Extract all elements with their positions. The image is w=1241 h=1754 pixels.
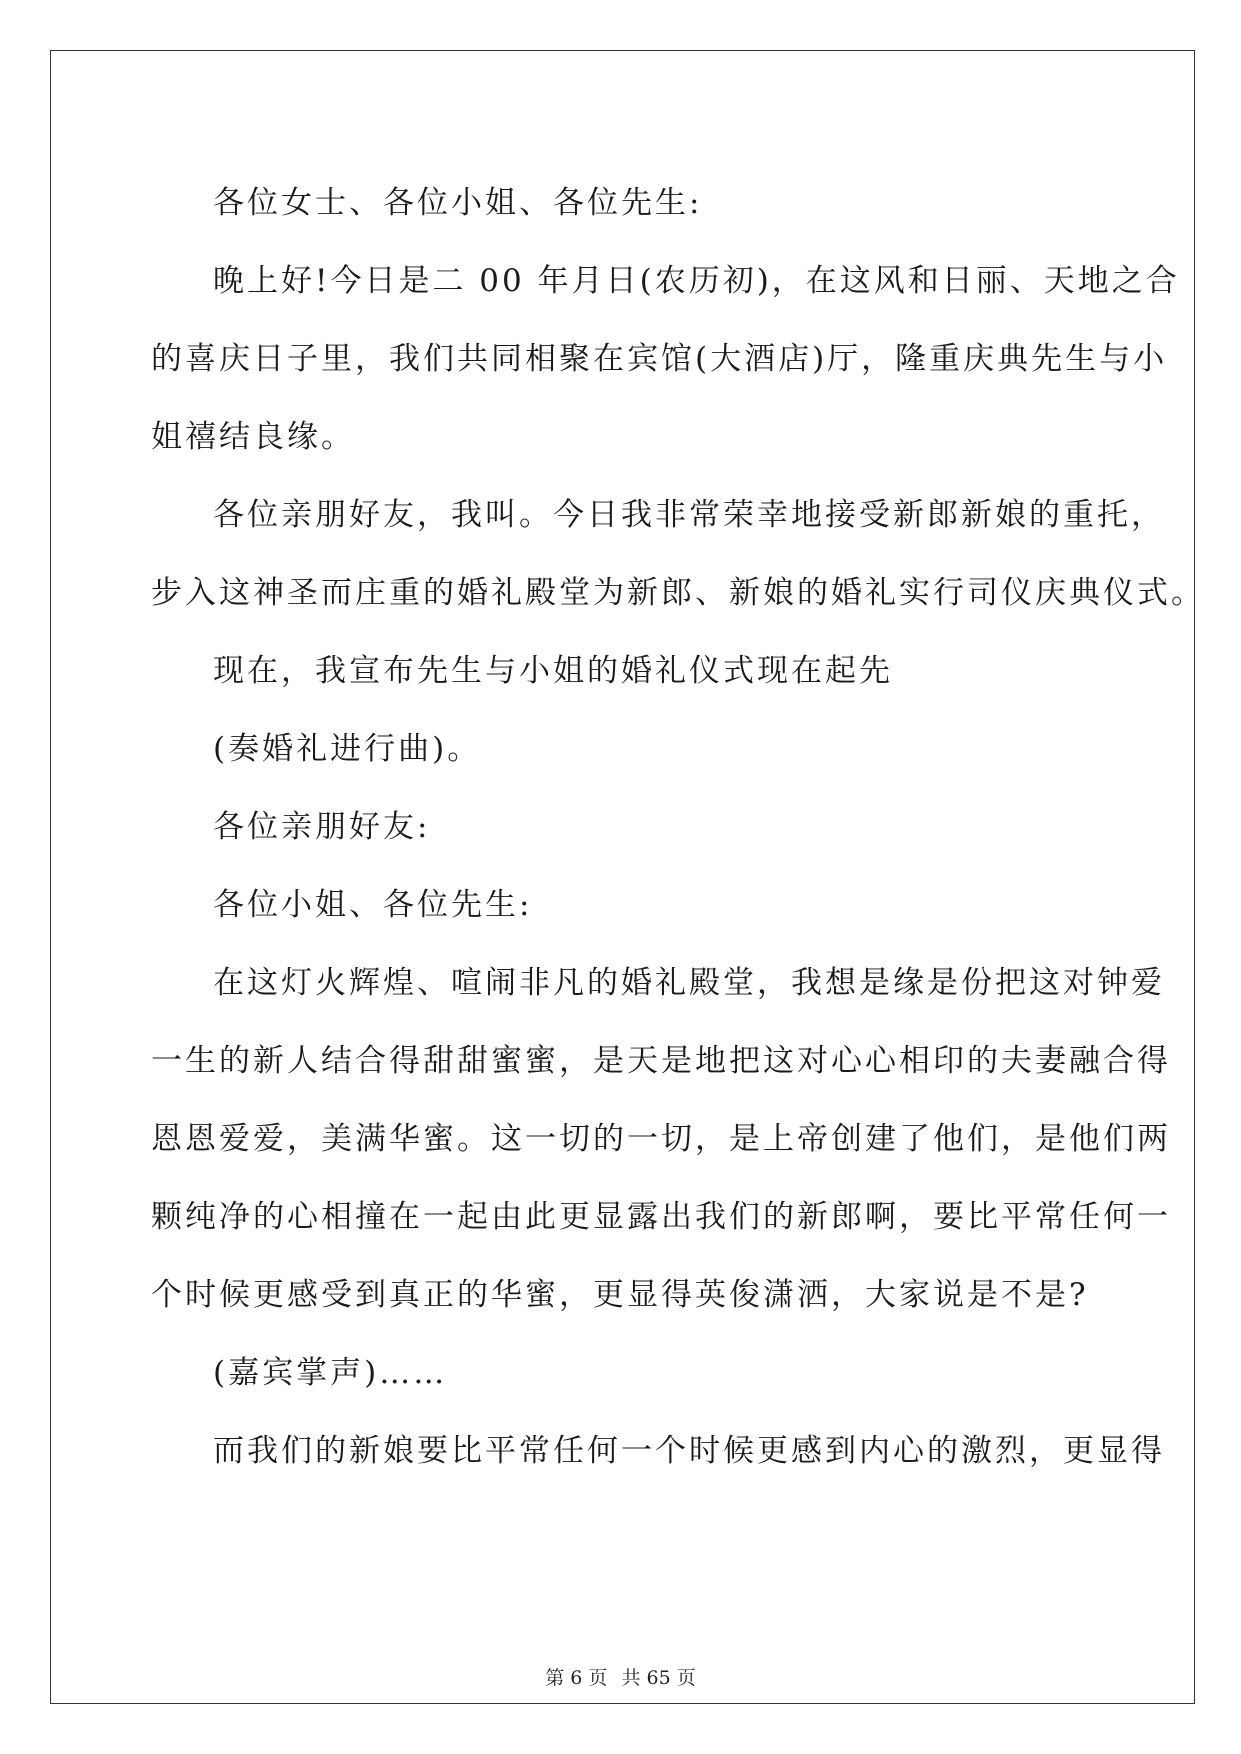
text-line: 个时候更感受到真正的华蜜，更显得英俊潇洒，大家说是不是? — [151, 1277, 1089, 1313]
text-line: 颗纯净的心相撞在一起由此更显露出我们的新郎啊，要比平常任何一 — [151, 1199, 1171, 1235]
text-line: 而我们的新娘要比平常任何一个时候更感到内心的激烈，更显得 — [213, 1433, 1165, 1469]
text-line: (嘉宾掌声)…… — [213, 1355, 448, 1391]
text-line: 步入这神圣而庄重的婚礼殿堂为新郎、新娘的婚礼实行司仪庆典仪式。 — [151, 575, 1205, 611]
page-total: 共 65 页 — [621, 1667, 696, 1689]
text-line: 各位亲朋好友，我叫。今日我非常荣幸地接受新郎新娘的重托， — [213, 497, 1165, 533]
text-line: (奏婚礼进行曲)。 — [213, 731, 482, 767]
document-body — [151, 164, 1205, 1490]
text-line: 在这灯火辉煌、喧闹非凡的婚礼殿堂，我想是缘是份把这对钟爱 — [213, 965, 1165, 1001]
text-line: 的喜庆日子里，我们共同相聚在宾馆(大酒店)厅，隆重庆典先生与小 — [151, 341, 1168, 377]
text-line: 各位亲朋好友: — [213, 809, 431, 845]
text-line: 晚上好!今日是二 00 年月日(农历初)，在这风和日丽、天地之合 — [213, 263, 1180, 299]
text-line: 一生的新人结合得甜甜蜜蜜，是天是地把这对心心相印的夫妻融合得 — [151, 1043, 1171, 1079]
text-line: 各位小姐、各位先生: — [213, 887, 533, 923]
page-footer — [0, 1663, 1241, 1690]
text-line: 姐禧结良缘。 — [151, 419, 355, 455]
text-line: 恩恩爱爱，美满华蜜。这一切的一切，是上帝创建了他们，是他们两 — [151, 1121, 1171, 1157]
text-line: 各位女士、各位小姐、各位先生: — [213, 185, 703, 221]
page-number: 第 6 页 — [545, 1667, 608, 1689]
text-line: 现在，我宣布先生与小姐的婚礼仪式现在起先 — [213, 653, 893, 689]
